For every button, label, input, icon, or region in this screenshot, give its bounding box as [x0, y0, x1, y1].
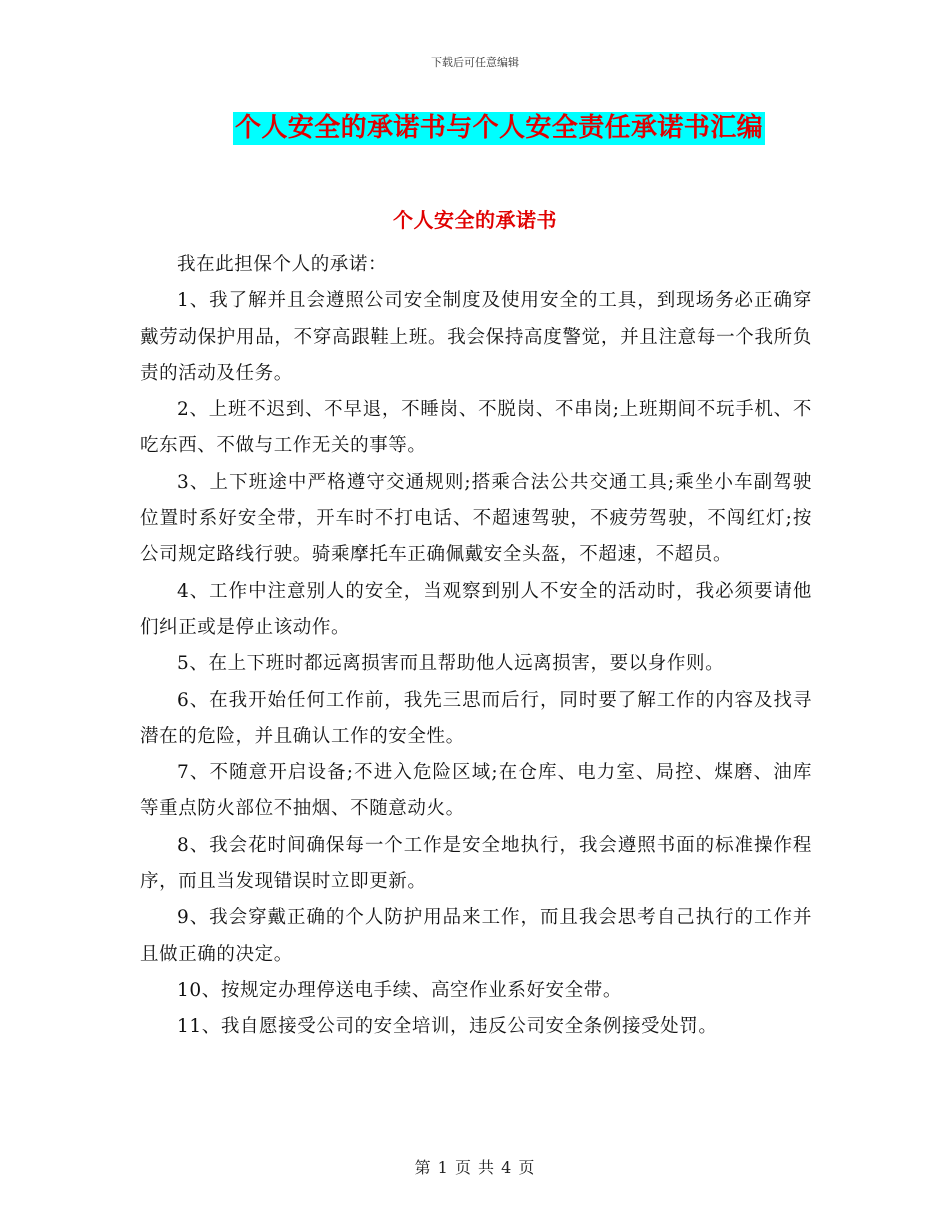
clause-paragraph: 11、我自愿接受公司的安全培训，违反公司安全条例接受处罚。	[177, 1016, 718, 1038]
document-body	[140, 247, 812, 1046]
clause-paragraph: 8、我会花时间确保每一个工作是安全地执行，我会遵照书面的标准操作程序，而且当发现错误时立即更新。	[140, 834, 812, 893]
clause-paragraph: 2、上班不迟到、不早退，不睡岗、不脱岗、不串岗;上班期间不玩手机、不吃东西、不做与工作无关的事等。	[140, 399, 812, 457]
clause-paragraph: 5、在上下班时都远离损害而且帮助他人远离损害，要以身作则。	[177, 653, 725, 675]
clause-paragraph: 7、不随意开启设备;不进入危险区域;在仓库、电力室、局控、煤磨、油库等重点防火部位不抽烟、不随意动火。	[140, 762, 812, 820]
clause-paragraph: 9、我会穿戴正确的个人防护用品来工作，而且我会思考自己执行的工作并且做正确的决定。	[140, 907, 812, 965]
intro-paragraph: 我在此担保个人的承诺：	[177, 254, 388, 275]
header-note: 下载后可任意编辑	[431, 56, 519, 69]
clause-paragraph: 10、按规定办理停送电手续、高空作业系好安全带。	[177, 979, 622, 1001]
clause-paragraph: 4、工作中注意别人的安全，当观察到别人不安全的活动时，我必须要请他们纠正或是停止该动作。	[140, 580, 812, 638]
section-title: 个人安全的承诺书	[393, 208, 557, 232]
page-footer: 第 1 页 共 4 页	[414, 1158, 536, 1177]
clause-paragraph: 3、上下班途中严格遵守交通规则;搭乘合法公共交通工具;乘坐小车副驾驶位置时系好安全带，开车时不打电话、不超速驾驶，不疲劳驾驶，不闯红灯;按公司规定路线行驶。骑乘摩托车正确佩戴安全头盔，不超速，不超员。	[140, 471, 812, 566]
clause-paragraph: 1、我了解并且会遵照公司安全制度及使用安全的工具，到现场务必正确穿戴劳动保护用品，不穿高跟鞋上班。我会保持高度警觉，并且注意每一个我所负责的活动及任务。	[140, 290, 812, 384]
clause-paragraph: 6、在我开始任何工作前，我先三思而后行，同时要了解工作的内容及找寻潜在的危险，并且确认工作的安全性。	[140, 689, 812, 747]
document-title: 个人安全的承诺书与个人安全责任承诺书汇编	[235, 113, 764, 143]
